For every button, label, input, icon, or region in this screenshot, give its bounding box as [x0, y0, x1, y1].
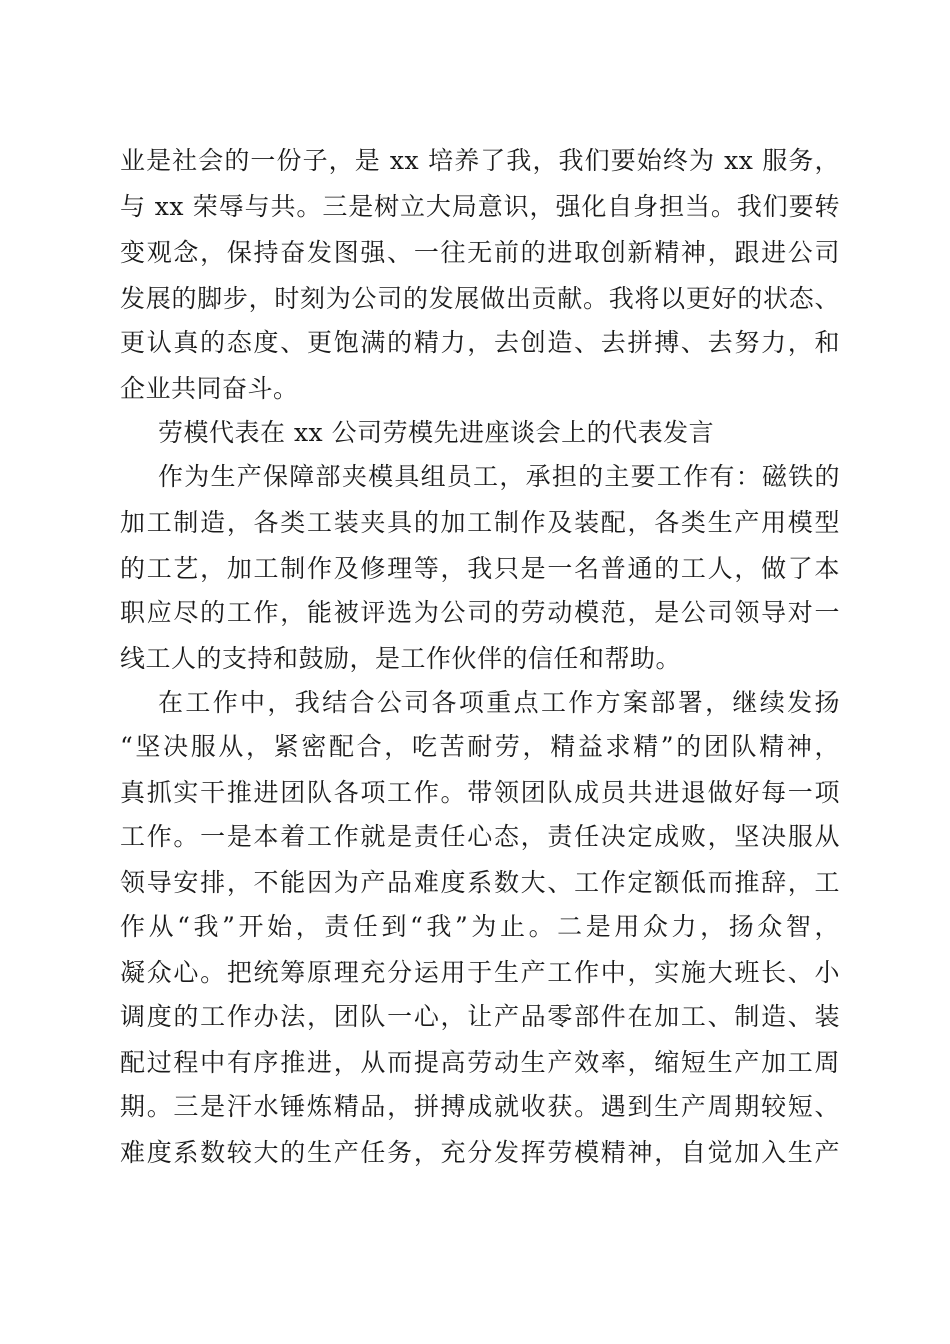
text-line: 职应尽的工作，能被评选为公司的劳动模范，是公司领导对一 — [120, 598, 840, 627]
text-line: 期。三是汗水锤炼精品，拼搏成就收获。遇到生产周期较短、 — [120, 1092, 840, 1121]
text-line: 加工制造，各类工装夹具的加工制作及装配，各类生产用模型 — [120, 508, 840, 537]
text-line: 作从“我”开始，责任到“我”为止。二是用众力，扬众智， — [120, 912, 840, 941]
text-line: 真抓实干推进团队各项工作。带领团队成员共进退做好每一项 — [120, 778, 840, 807]
text-line: 线工人的支持和鼓励，是工作伙伴的信任和帮助。 — [120, 644, 682, 673]
text-line: 变观念，保持奋发图强、一往无前的进取创新精神，跟进公司 — [120, 238, 840, 267]
text-line: 作为生产保障部夹模具组员工，承担的主要工作有：磁铁的 — [158, 462, 840, 491]
text-line: “坚决服从，紧密配合，吃苦耐劳，精益求精”的团队精神， — [120, 732, 840, 761]
text-line: 配过程中有序推进，从而提高劳动生产效率，缩短生产加工周 — [120, 1048, 840, 1077]
text-line: 在工作中，我结合公司各项重点工作方案部署，继续发扬 — [158, 688, 840, 717]
text-line: 的工艺，加工制作及修理等，我只是一名普通的工人，做了本 — [120, 554, 840, 583]
text-line: 更认真的态度、更饱满的精力，去创造、去拼搏、去努力，和 — [120, 328, 840, 357]
text-line: 难度系数较大的生产任务，充分发挥劳模精神，自觉加入生产 — [120, 1138, 840, 1167]
text-line: 业是社会的一份子，是 xx 培养了我，我们要始终为 xx 服务， — [120, 146, 840, 175]
text-line: 领导安排，不能因为产品难度系数大、工作定额低而推辞，工 — [120, 868, 840, 897]
text-line: 与 xx 荣辱与共。三是树立大局意识，强化自身担当。我们要转 — [120, 192, 840, 221]
text-line: 企业共同奋斗。 — [120, 374, 299, 403]
text-line: 调度的工作办法，团队一心，让产品零部件在加工、制造、装 — [120, 1002, 840, 1031]
text-line: 发展的脚步，时刻为公司的发展做出贡献。我将以更好的状态、 — [120, 284, 840, 313]
section-heading: 劳模代表在 xx 公司劳模先进座谈会上的代表发言 — [158, 418, 715, 447]
text-line: 凝众心。把统筹原理充分运用于生产工作中，实施大班长、小 — [120, 958, 840, 987]
text-line: 工作。一是本着工作就是责任心态，责任决定成败，坚决服从 — [120, 822, 840, 851]
